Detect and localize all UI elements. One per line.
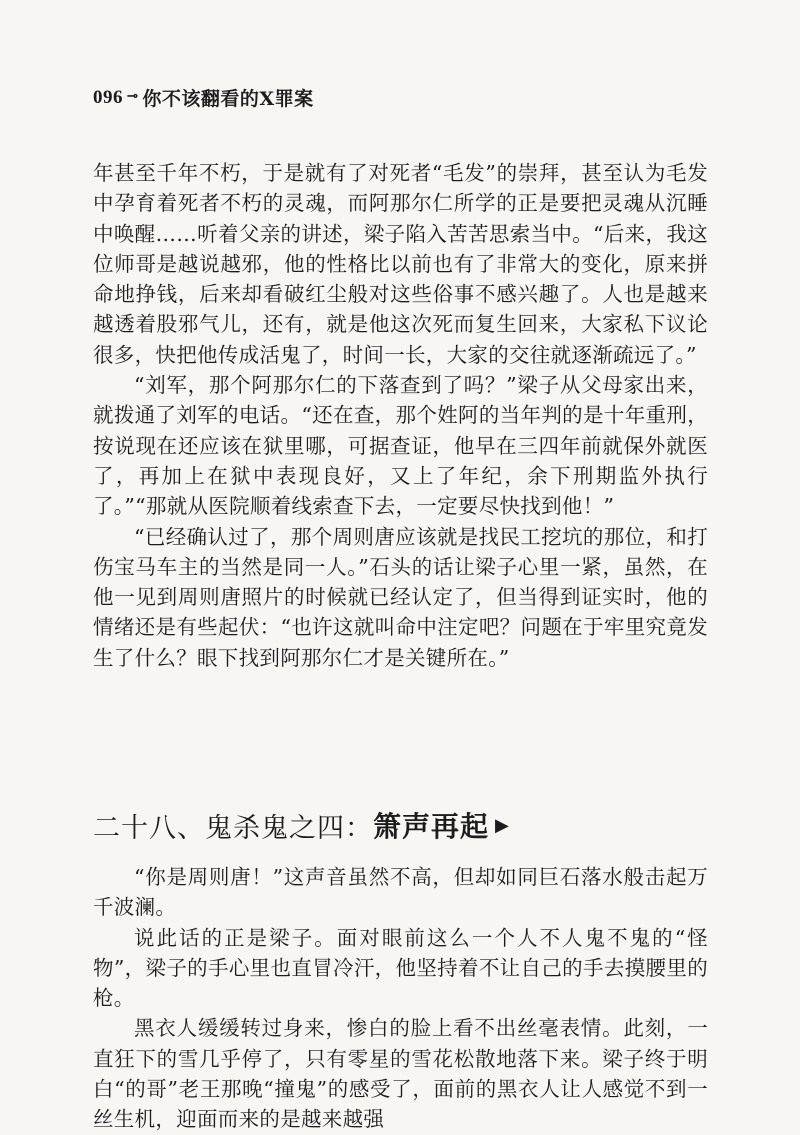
arrow-icon: ⊸ xyxy=(127,89,139,104)
page-number: 096 xyxy=(93,86,123,108)
section-1-text xyxy=(93,158,708,673)
section-2-text xyxy=(93,862,708,1135)
paragraph: 年甚至千年不朽，于是就有了对死者“毛发”的崇拜，甚至认为毛发中孕育着死者不朽的灵魂，而阿那尔仁所学的正是要把灵魂从沉睡中唤醒……听着父亲的讲述，梁子陷入苦苦思索当中。“后来，我这位师哥是越说越邪，他的性格比以前也有了非常大的变化，原来拼命地挣钱，后来却看破红尘般对这些俗事不感兴趣了。人也是越来越透着股邪气儿，还有，就是他这次死而复生回来，大家私下议论很多，快把他传成活鬼了，时间一长，大家的交往就逐渐疏远了。” xyxy=(93,161,708,367)
chapter-title: 二十八、鬼杀鬼之四： xyxy=(93,812,373,844)
running-header xyxy=(93,84,314,111)
chapter-subtitle: 箫声再起 xyxy=(373,810,490,843)
paragraph: 黑衣人缓缓转过身来，惨白的脸上看不出丝毫表情。此刻，一直狂下的雪几乎停了，只有零星的雪花松散地落下来。梁子终于明白“的哥”老王那晚“撞鬼”的感受了，面前的黑衣人让人感觉不到一丝生机，迎面而来的是越来越强 xyxy=(93,1016,708,1132)
paragraph: 说此话的正是梁子。面对眼前这么一个人不人鬼不鬼的“怪物”，梁子的手心里也直冒冷汗，他坚持着不让自己的手去摸腰里的枪。 xyxy=(93,925,708,1011)
paragraph: “你是周则唐！”这声音虽然不高，但却如同巨石落水般击起万千波澜。 xyxy=(93,865,708,920)
paragraph: “刘军，那个阿那尔仁的下落查到了吗？”梁子从父母家出来，就拨通了刘军的电话。“还在查，那个姓阿的当年判的是十年重刑，按说现在还应该在狱里哪，可据查证，他早在三四年前就保外就医了，再加上在狱中表现良好，又上了年纪，余下刑期监外执行了。”“那就从医院顺着线索查下去，一定要尽快找到他！” xyxy=(93,373,708,519)
paragraph: “已经确认过了，那个周则唐应该就是找民工挖坑的那位，和打伤宝马车主的当然是同一人。”石头的话让梁子心里一紧，虽然，在他一见到周则唐照片的时候就已经认定了，但当得到证实时，他的情绪还是有些起伏：“也许这就叫命中注定吧？问题在于牢里究竟发生了什么？眼下找到阿那尔仁才是关键所在。” xyxy=(93,524,708,670)
book-title: 你不该翻看的X罪案 xyxy=(142,88,314,110)
play-icon: ▶ xyxy=(495,814,509,836)
chapter-heading xyxy=(93,805,708,845)
